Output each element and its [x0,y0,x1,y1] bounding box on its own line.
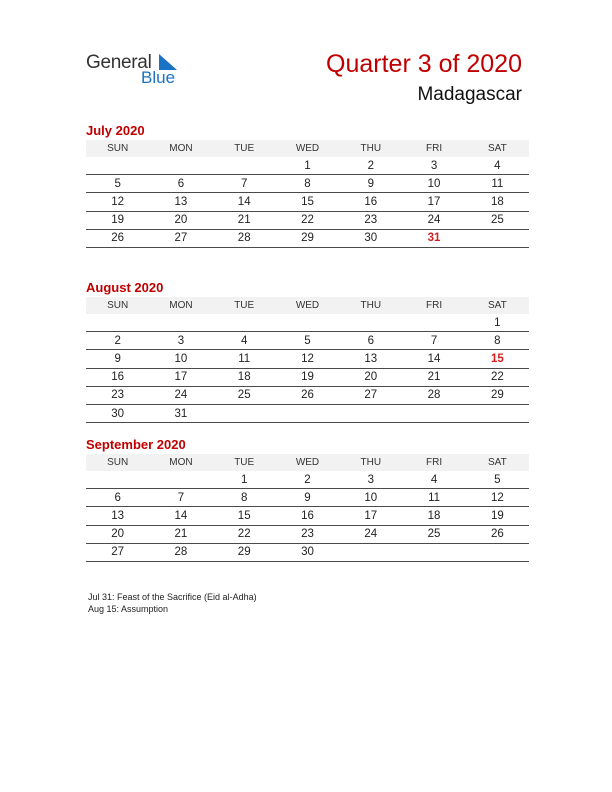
week-row [86,404,529,422]
empty-day-cell [213,157,276,175]
day-cell: 19 [86,211,149,229]
holiday-note: Aug 15: Assumption [88,604,169,614]
day-cell: 9 [86,350,149,368]
day-cell: 30 [339,229,402,247]
day-cell: 29 [466,386,529,404]
day-cell: 16 [276,507,339,525]
day-cell: 4 [402,471,465,489]
month-title: September 2020 [86,437,186,452]
empty-day-cell [276,404,339,422]
day-cell: 9 [339,175,402,193]
day-cell: 14 [149,507,212,525]
day-cell: 26 [86,229,149,247]
empty-day-cell [339,314,402,332]
empty-day-cell [466,229,529,247]
empty-day-cell [402,543,465,561]
weekday-thu: THU [339,454,402,471]
day-cell: 20 [86,525,149,543]
weekday-sat: SAT [466,454,529,471]
week-row [86,350,529,368]
weekday-sat: SAT [466,140,529,157]
day-cell: 3 [402,157,465,175]
day-cell: 10 [402,175,465,193]
day-cell: 25 [466,211,529,229]
day-cell: 22 [276,211,339,229]
day-cell: 18 [402,507,465,525]
day-cell: 5 [86,175,149,193]
weekday-mon: MON [149,454,212,471]
day-cell: 28 [149,543,212,561]
empty-day-cell [466,404,529,422]
day-cell: 16 [339,193,402,211]
weekday-sun: SUN [86,454,149,471]
week-row [86,229,529,247]
day-cell: 17 [149,368,212,386]
day-cell: 6 [86,489,149,507]
day-cell: 12 [466,489,529,507]
day-cell: 27 [149,229,212,247]
logo-text-general: General [86,52,152,73]
calendar-grid [86,454,529,562]
empty-day-cell [213,314,276,332]
month-july [86,122,529,248]
day-cell: 6 [149,175,212,193]
week-row [86,525,529,543]
day-cell: 14 [402,350,465,368]
weekday-wed: WED [276,297,339,314]
empty-day-cell [86,471,149,489]
weekday-header-row [86,140,529,157]
holiday-note: Jul 31: Feast of the Sacrifice (Eid al-Adha) [88,592,257,602]
weekday-mon: MON [149,140,212,157]
day-cell: 26 [276,386,339,404]
day-cell: 21 [149,525,212,543]
empty-day-cell [339,543,402,561]
day-cell: 21 [213,211,276,229]
day-cell: 16 [86,368,149,386]
day-cell: 11 [466,175,529,193]
day-cell: 29 [276,229,339,247]
page-title: Quarter 3 of 2020 [326,50,522,78]
day-cell: 9 [276,489,339,507]
day-cell: 20 [149,211,212,229]
empty-day-cell [149,314,212,332]
weekday-wed: WED [276,140,339,157]
weekday-tue: TUE [213,140,276,157]
weekday-thu: THU [339,140,402,157]
day-cell: 17 [339,507,402,525]
day-cell: 13 [339,350,402,368]
day-cell: 18 [466,193,529,211]
day-cell: 7 [402,332,465,350]
day-cell: 8 [276,175,339,193]
day-cell: 1 [213,471,276,489]
day-cell: 11 [213,350,276,368]
weekday-fri: FRI [402,140,465,157]
day-cell: 8 [213,489,276,507]
weekday-header-row [86,454,529,471]
day-cell: 1 [466,314,529,332]
day-cell: 12 [86,193,149,211]
weekday-sun: SUN [86,297,149,314]
week-row [86,193,529,211]
day-cell: 25 [213,386,276,404]
week-row [86,314,529,332]
weekday-sat: SAT [466,297,529,314]
day-cell: 2 [86,332,149,350]
week-row [86,543,529,561]
empty-day-cell [466,543,529,561]
weekday-header-row [86,297,529,314]
country-name: Madagascar [417,84,522,105]
day-cell: 22 [213,525,276,543]
day-cell: 13 [149,193,212,211]
day-cell: 30 [276,543,339,561]
weekday-thu: THU [339,297,402,314]
day-cell: 27 [339,386,402,404]
empty-day-cell [402,404,465,422]
empty-day-cell [149,157,212,175]
weekday-tue: TUE [213,454,276,471]
day-cell: 4 [213,332,276,350]
day-cell: 15 [276,193,339,211]
logo-text-blue: Blue [141,68,176,87]
week-row [86,489,529,507]
empty-day-cell [402,314,465,332]
week-row [86,157,529,175]
day-cell: 2 [339,157,402,175]
day-cell: 28 [213,229,276,247]
empty-day-cell [276,314,339,332]
holiday-day-cell: 15 [466,350,529,368]
holiday-notes [88,591,257,615]
logo [86,52,196,92]
weekday-tue: TUE [213,297,276,314]
day-cell: 6 [339,332,402,350]
day-cell: 15 [213,507,276,525]
weekday-wed: WED [276,454,339,471]
day-cell: 24 [149,386,212,404]
day-cell: 11 [402,489,465,507]
week-row [86,471,529,489]
month-september [86,436,529,562]
day-cell: 27 [86,543,149,561]
day-cell: 10 [149,350,212,368]
weekday-sun: SUN [86,140,149,157]
empty-day-cell [86,314,149,332]
day-cell: 17 [402,193,465,211]
day-cell: 5 [466,471,529,489]
empty-day-cell [213,404,276,422]
day-cell: 7 [213,175,276,193]
holiday-day-cell: 31 [402,229,465,247]
weekday-fri: FRI [402,297,465,314]
day-cell: 28 [402,386,465,404]
day-cell: 4 [466,157,529,175]
day-cell: 10 [339,489,402,507]
day-cell: 24 [402,211,465,229]
week-row [86,211,529,229]
day-cell: 23 [339,211,402,229]
weekday-fri: FRI [402,454,465,471]
day-cell: 25 [402,525,465,543]
day-cell: 7 [149,489,212,507]
day-cell: 8 [466,332,529,350]
day-cell: 12 [276,350,339,368]
day-cell: 3 [339,471,402,489]
day-cell: 1 [276,157,339,175]
day-cell: 19 [466,507,529,525]
day-cell: 5 [276,332,339,350]
calendar-grid [86,297,529,423]
week-row [86,332,529,350]
week-row [86,368,529,386]
weekday-mon: MON [149,297,212,314]
month-title: July 2020 [86,123,145,138]
month-title: August 2020 [86,280,164,295]
day-cell: 2 [276,471,339,489]
day-cell: 22 [466,368,529,386]
week-row [86,386,529,404]
day-cell: 29 [213,543,276,561]
day-cell: 3 [149,332,212,350]
empty-day-cell [339,404,402,422]
month-august [86,279,529,423]
day-cell: 26 [466,525,529,543]
day-cell: 30 [86,404,149,422]
empty-day-cell [149,471,212,489]
day-cell: 24 [339,525,402,543]
day-cell: 20 [339,368,402,386]
day-cell: 23 [276,525,339,543]
week-row [86,175,529,193]
day-cell: 21 [402,368,465,386]
empty-day-cell [86,157,149,175]
day-cell: 19 [276,368,339,386]
day-cell: 18 [213,368,276,386]
day-cell: 31 [149,404,212,422]
day-cell: 14 [213,193,276,211]
day-cell: 13 [86,507,149,525]
week-row [86,507,529,525]
day-cell: 23 [86,386,149,404]
calendar-grid [86,140,529,248]
